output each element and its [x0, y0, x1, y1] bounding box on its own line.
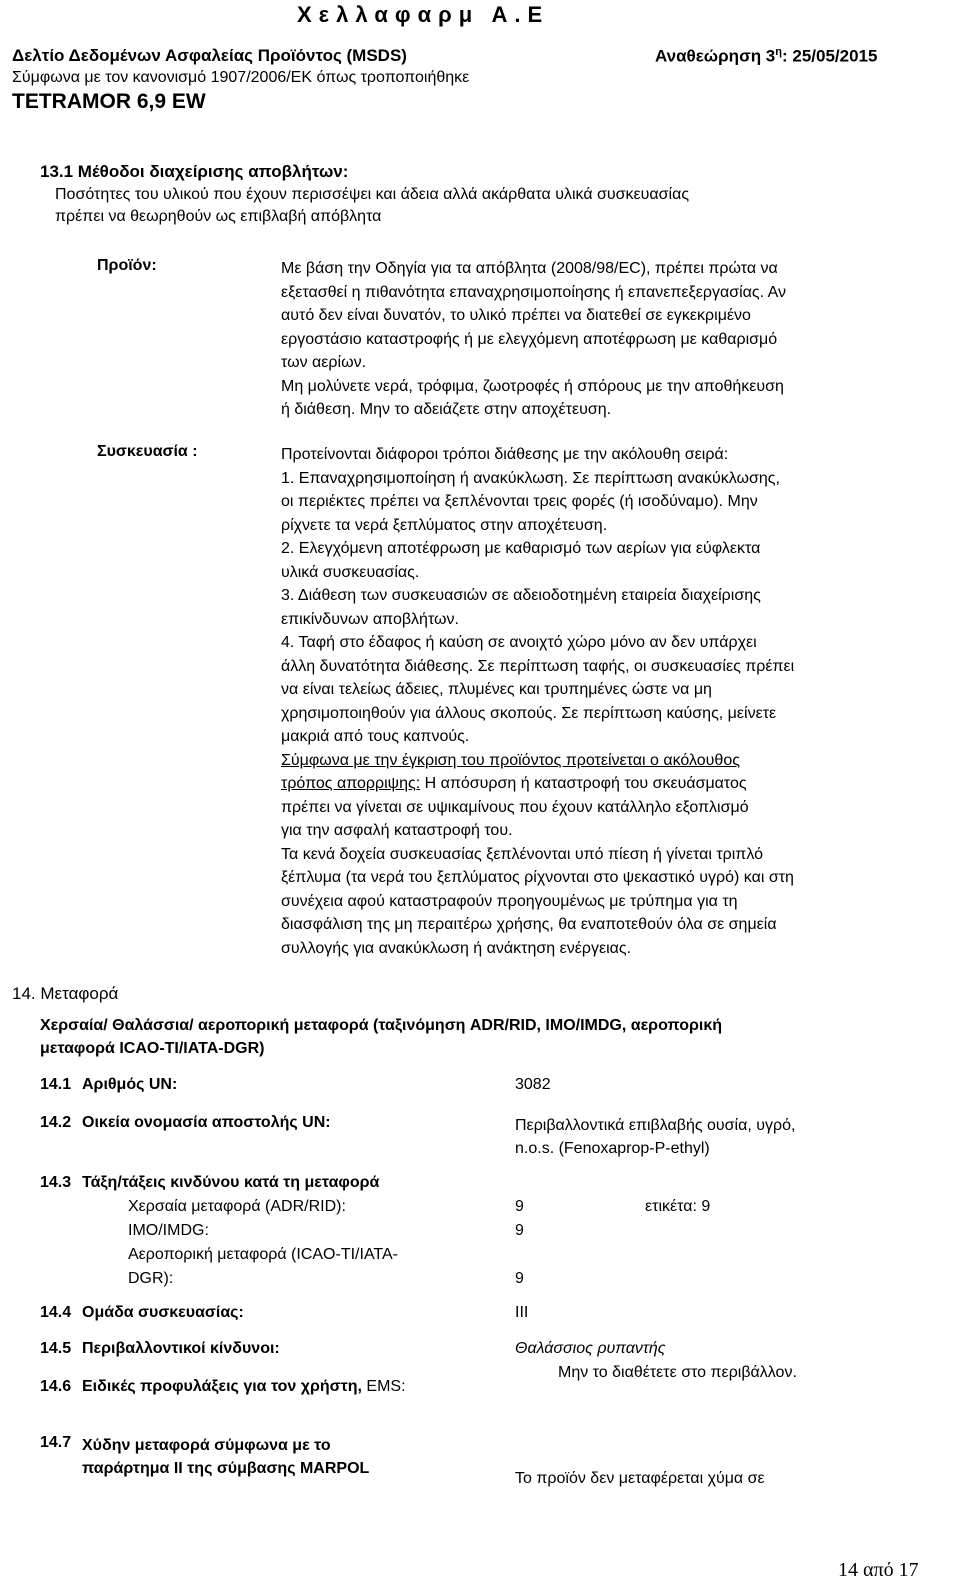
item-number: 14.5: [40, 1340, 72, 1357]
text-line: Με βάση την Οδηγία για τα απόβλητα (2008/98/EC), πρέπει πρώτα να: [281, 260, 778, 277]
text-line: Προτείνονται διάφοροι τρόποι διάθεσης με την ακόλουθη σειρά:: [281, 446, 729, 463]
text-line: Χύδην μεταφορά σύμφωνα με το: [82, 1437, 331, 1454]
item-number: 14.7: [40, 1434, 72, 1451]
shipping-name-label: Οικεία ονομασία αποστολής UN:: [82, 1114, 331, 1131]
marpol-label: [82, 1434, 369, 1480]
text-line: να είναι τελείως άδειες, πλυμένες και τρυπημένες ώστε να μη: [281, 681, 712, 698]
intro-line: πρέπει να θεωρηθούν ως επιβλαβή απόβλητα: [55, 208, 382, 225]
text-line: για την ασφαλή καταστροφή του.: [281, 822, 513, 839]
revision-label: Αναθεώρηση 3: [655, 46, 776, 66]
product-label: Προϊόν:: [97, 257, 157, 274]
hazard-class-label: Τάξη/τάξεις κινδύνου κατά τη μεταφορά: [82, 1174, 380, 1191]
packaging-disposal-text: [281, 443, 794, 960]
approval-text: Η απόσυρση ή καταστροφή του σκευάσματος: [420, 775, 747, 792]
text-line: ή διάθεση. Μην το αδειάζετε στην αποχέτευση.: [281, 401, 612, 418]
text-line: πρέπει να γίνεται σε υψικαμίνους που έχουν κατάλληλο εξοπλισμό: [281, 798, 749, 816]
text-line: μεταφορά ICAO-TI/IATA-DGR): [40, 1040, 265, 1057]
env-hazards-value: Θαλάσσιος ρυπαντής: [515, 1340, 666, 1357]
intro-line: Ποσότητες του υλικού που έχουν περισσέψει και άδεια αλλά ακάρθατα υλικά συσκευασίας: [55, 186, 690, 203]
section-13-intro: [55, 184, 689, 228]
marpol-value: Το προϊόν δεν μεταφέρεται χύμα σε: [515, 1470, 765, 1487]
revision-info: [655, 46, 877, 66]
hazard-row-value: 9: [515, 1270, 524, 1287]
text-line: ξέπλυμα (τα νερά του ξεπλύματος ρίχνονται στο ψεκαστικό υγρό) και στη: [281, 869, 794, 886]
env-hazards-note: Μην το διαθέτετε στο περιβάλλον.: [558, 1364, 797, 1381]
item-number: 14.1: [40, 1076, 72, 1093]
hazard-label-value: ετικέτα: 9: [645, 1198, 711, 1215]
transport-heading: [40, 1014, 722, 1060]
text-line: 1. Επαναχρησιμοποίηση ή ανακύκλωση. Σε περίπτωση ανακύκλωσης,: [281, 469, 780, 487]
text-line: n.o.s. (Fenoxaprop-P-ethyl): [515, 1140, 710, 1157]
revision-date: : 25/05/2015: [782, 46, 878, 66]
packaging-label: Συσκευασία :: [97, 443, 198, 460]
company-name: Χελλαφαρμ Α.Ε: [297, 2, 550, 27]
text-line: 4. Ταφή στο έδαφος ή καύση σε ανοιχτό χώρο μόνο αν δεν υπάρχει: [281, 634, 757, 651]
hazard-row-label: IMO/IMDG:: [128, 1222, 209, 1239]
text-line: άλλη δυνατότητα διάθεσης. Σε περίπτωση ταφής, οι συσκευασίες πρέπει: [281, 657, 795, 675]
text-line: οι περιέκτες πρέπει να ξεπλένονται τρεις φορές (ή ισοδύναμο). Μην: [281, 493, 758, 510]
text-line: συλλογής για ανακύκλωση ή ανάκτηση ενέργειας.: [281, 939, 632, 957]
hazard-row-label: Χερσαία μεταφορά (ADR/RID):: [128, 1198, 346, 1215]
text-line: Τα κενά δοχεία συσκευασίας ξεπλένονται υπό πίεση ή γίνεται τριπλό: [281, 845, 763, 863]
text-line: επικίνδυνων αποβλήτων.: [281, 610, 459, 628]
hazard-row-value: 9: [515, 1198, 524, 1215]
text-line: αυτό δεν είναι δυνατόν, το υλικό πρέπει να διατεθεί σε εγκεκριμένο: [281, 307, 751, 324]
text-line: ρίχνετε τα νερά ξεπλύματος στην αποχέτευση.: [281, 516, 608, 534]
hazard-row-label: Αεροπορική μεταφορά (ICAO-TI/IATA-: [128, 1246, 399, 1263]
hazard-row-value: 9: [515, 1222, 524, 1239]
product-name: TETRAMOR 6,9 EW: [12, 90, 206, 113]
item-number: 14.2: [40, 1114, 72, 1131]
text-line: Μη μολύνετε νερά, τρόφιμα, ζωοτροφές ή σπόρους με την αποθήκευση: [281, 377, 784, 395]
document-title: Δελτίο Δεδομένων Ασφαλείας Προϊόντος (MSDS): [12, 46, 407, 65]
section-14-heading: 14. Μεταφορά: [12, 984, 119, 1003]
text-line: υλικά συσκευασίας.: [281, 563, 420, 581]
precautions-label: [82, 1378, 406, 1396]
text-line: εργοστάσιο καταστροφής ή με ελεγχόμενη αποτέφρωση με καθαρισμό: [281, 330, 778, 348]
section-13-heading: 13.1 Μέθοδοι διαχείρισης αποβλήτων:: [40, 162, 349, 181]
text-line: διασφάλιση της μη περαιτέρω χρήσης, θα εναποτεθούν όλα σε σημεία: [281, 916, 777, 933]
un-number-value: 3082: [515, 1076, 551, 1093]
text-line: Χερσαία/ Θαλάσσια/ αεροπορική μεταφορά (ταξινόμηση ADR/RID, IMO/IMDG, αεροπορική: [40, 1017, 723, 1034]
shipping-name-value: [515, 1114, 795, 1160]
revision-superscript: η: [775, 46, 782, 58]
approval-underlined: Σύμφωνα με την έγκριση του προϊόντος προτείνεται ο ακόλουθος: [281, 751, 740, 769]
ems-label: EMS:: [361, 1378, 406, 1395]
text-line: [281, 749, 794, 773]
text-line: 2. Ελεγχόμενη αποτέφρωση με καθαρισμό των αερίων για εύφλεκτα: [281, 540, 761, 557]
page-number: 14 από 17: [838, 1559, 919, 1581]
hazard-row-label: DGR):: [128, 1270, 174, 1287]
precautions-label-text: Ειδικές προφυλάξεις για τον χρήστη,: [82, 1378, 362, 1395]
env-hazards-label: Περιβαλλοντικοί κίνδυνοι:: [82, 1340, 280, 1357]
product-disposal-text: [281, 257, 786, 422]
text-line: χρησιμοποιηθούν για άλλους σκοπούς. Σε περίπτωση καύσης, μείνετε: [281, 704, 777, 722]
approval-underlined: τρόπος απορριψης:: [281, 775, 421, 792]
text-line: εξετασθεί η πιθανότητα επαναχρησιμοποίησης ή επανεπεξεργασίας. Αν: [281, 283, 786, 301]
regulation-note: Σύμφωνα με τον κανονισμό 1907/2006/ΕΚ όπως τροποποιήθηκε: [12, 69, 470, 86]
un-number-label: Αριθμός UN:: [82, 1076, 178, 1093]
text-line: των αερίων.: [281, 354, 367, 371]
text-line: μακριά από τους καπνούς.: [281, 728, 470, 745]
text-line: παράρτημα II της σύμβασης MARPOL: [82, 1460, 370, 1477]
item-number: 14.6: [40, 1378, 72, 1395]
item-number: 14.4: [40, 1304, 72, 1321]
text-line: [281, 772, 794, 796]
text-line: συνέχεια αφού καταστραφούν προηγουμένως με τρύπημα για τη: [281, 892, 738, 910]
packing-group-value: III: [515, 1304, 529, 1321]
text-line: Περιβαλλοντικά επιβλαβής ουσία, υγρό,: [515, 1117, 796, 1134]
text-line: 3. Διάθεση των συσκευασιών σε αδειοδοτημένη εταιρεία διαχείρισης: [281, 587, 761, 604]
packing-group-label: Ομάδα συσκευασίας:: [82, 1304, 244, 1321]
item-number: 14.3: [40, 1174, 72, 1191]
